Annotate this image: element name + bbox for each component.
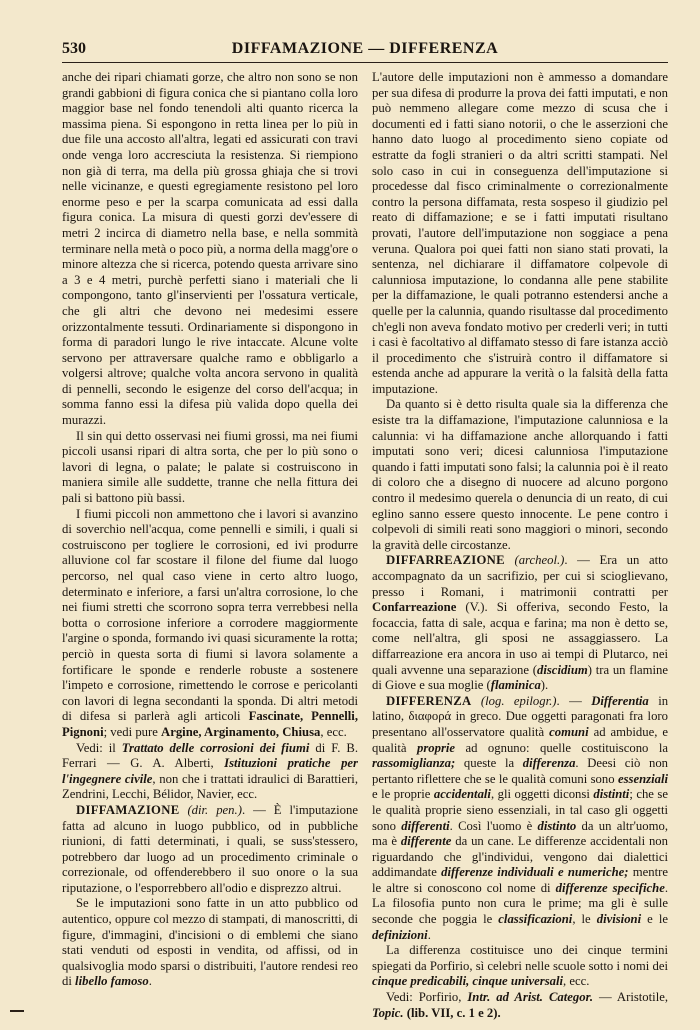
paragraph-references: Vedi: Porfirio, Intr. ad Arist. Categor. — Aristotile, Topic. (lib. VII, c. 1 e 2). [372,990,669,1020]
book-title: Topic. [372,1005,404,1020]
right-column [372,70,668,1021]
emphasized-term: libello famoso [75,974,149,989]
entry-category: (archeol.) [514,553,565,568]
entry-category: (log. epilogr.) [480,693,557,708]
page-header [62,40,668,63]
left-column [62,70,358,990]
running-title: DIFFAMAZIONE — DIFFERENZA [231,40,499,57]
paragraph-fiumi-piccoli: I fiumi piccoli non ammettono che i lavori si avanzino di soverchio nell'acqua, come pennelli e simili, i quali si costruiscono per togliere le corrosioni, ed ivi produrre alluvione col far scostare il filone del fiume dal luogo percorso, nel qual caso viene in certo altro luogo, determinato e inferiore, a farsi un'altra corrosione, lo che nei fiumi stretti che scorrono sopra terra verrebbesi nella botta o corrosione inferiore a corrodere maggiormente l'argine o sponda, formando ivi quasi sicuramente la rotta; perciò in questa sorta di fiumi si lavora solamente a fortificare le sponde e renderle robuste a sostenere l'impeto e corrosione, rimettendo le corrose e pericolanti con lavori di legna secondanti la sponda. Di altri metodi di difesa si parlerà agli articoli Fascinate, Pennelli, Pignoni; vedi pure Argine, Arginamento, Chiusa, ecc. [62,506,359,739]
paragraph-fiumi-grossi: Il sin qui detto osservasi nei fiumi grossi, ma nei fiumi piccoli usansi ripari di altra sorta, che per lo più sono o lavori di legna, o palate; le palate si costruiscono in maniera simile alle suddette, tranne che nella fittura dei pali si battono più bassi. [62,428,358,506]
paragraph-bibliography: Vedi: il Trattato delle corrosioni dei fiumi di F. B. Ferrari — G. A. Alberti, Istituzioni pratiche per l'ingegnere civile, non che i trattati idraulici di Barattieri, Zendrini, Lecchi, Bélidor, Navier, ecc. [62,740,359,802]
entry-category: (dir. pen.) [187,802,242,817]
entry-headword: DIFFERENZA [386,693,472,708]
cross-reference: Argine, Arginamento, Chiusa [161,724,321,739]
entry-headword: DIFFARREAZIONE [386,553,505,568]
page-number: 530 [62,40,86,57]
cross-reference: Fascinate, Pennelli, Pignoni [62,709,359,739]
margin-mark [10,1010,24,1012]
book-title: Intr. ad Arist. Categor. [467,990,594,1005]
entry-diffarreazione: DIFFARREAZIONE (archeol.). — Era un atto accompagnato da un sacrifizio, per cui si scioglievano, presso i Romani, i matrimonii contratti per Confarreazione (V.). Si offeriva, secondo Festo, la focaccia, fatta di sale, acqua e farina; ma non è detto se, come nell'altra, gli sposi ne assaggiassero. La diffarreazione era ancora in uso ai tempi di Plutarco, nei quali avvenne una separazione (discidium) tra un flamine di Giove e sua moglie (flaminica). [372,553,669,693]
paragraph-libello: Se le imputazioni sono fatte in un atto pubblico od autentico, oppure col mezzo di stampati, di manoscritti, di figure, d'immagini, d'incisioni o di emblemi che siano stati venduti od esposti in vendita, od affissi, od in qualsivoglia modo sparsi o distribuiti, l'autore rendesi reo di libello famoso. [62,896,358,989]
cross-reference: Confarreazione [372,600,457,615]
book-title: Istituzioni pratiche per l'ingegnere civile [62,756,358,786]
paragraph-calunnia: Da quanto si è detto risulta quale sia la differenza che esiste tra la diffamazione, l'imputazione calunniosa e la calunnia: vi ha diffamazione anche allorquando i fatti imputati sono veri; dicesi calunniosa l'imputazione quando i fatti imputati sono falsi; la calunnia poi è il reato di coloro che a disegno di nuocere ad alcuno porgono contro il medesimo querela o denuncia di un reato, di cui eglino sanno essere questo innocente. Le pene contro i colpevoli di simili reati sono maggiori o minori, secondo la gravità delle circostanze. [372,397,668,552]
entry-headword: DIFFAMAZIONE [76,802,180,817]
book-title: Trattato delle corrosioni dei fiumi [121,740,310,755]
paragraph-porfirio: La differenza costituisce uno dei cinque termini spiegati da Porfirio, sì celebri nelle scuole sotto i nomi dei cinque predicabili, cinque universali, ecc. [372,943,668,989]
entry-diffamazione: DIFFAMAZIONE (dir. pen.). — È l'imputazione fatta ad alcuno in luogo pubblico, od in pubbliche riunioni, di fatti determinati, i quali, se suss'stessero, potrebbero dar luogo ad un procedimento criminale o correzionale, od offenderebbero il suo onore o la sua riputazione, o l'esporrebbero all'odio e disprezzo altrui. [62,802,359,895]
paragraph-gorze: anche dei ripari chiamati gorze, che altro non sono se non grandi gabbioni di figura conica che si piantano colla loro maggior base nel fondo tenendoli alti quanto ricerca la massima piena. Si espongono in retta linea per lo più in due file una accosto all'altra, legati ed assicurati con travi onde venga loro accresciuta la resistenza. Si riempiono non già di terra, ma della più grossa ghiaja che si trovi nelle vicinanze, e questi egregiamente resistono pel loro enorme peso e per la scarpa comunicata ad essi dalla figura conica. La misura di questi gorzi dev'essere di metri 2 incirca di diametro nella base, e nella sommità terminare nella metà o poco più, a norma della magg'ore o minore altezza che si ricerca, potendo questa arrivare sino a 3 e 4 metri, purchè perfetti siano i materiali che li compongono, tanto gl'inservienti per l'ossatura verticale, che gli altri che devono nei medesimi essere orizzontalmente tessuti. Ordinariamente si dispongono in forma di paradori lungo le rive intaccate. Alcune volte servono per attraversare qualche ramo e obbligarlo a volgersi altrove; qualche volta ancora servono in qualità di pennelli, secondo le esigenze del corso dell'acqua; in somma fanno essi la difesa più valida dopo quella dei murazzi. [62,70,358,428]
entry-differenza: DIFFERENZA (log. epilogr.). — Differentia in latino, διαφορά in greco. Due oggetti paragonati fra loro presentano all'osservatore qualità comuni ad ambidue, e qualità proprie ad ognuno: quelle costituiscono la rassomiglianza; queste la differenza. Deesi ciò non pertanto riflettere che se le qualità comuni sono essenziali e le proprie accidentali, gli oggetti diconsi distinti; che se le qualità proprie sieno essenziali, in tal caso gli oggetti sono differenti. Così l'uomo è distinto da un altr'uomo, ma è differente da un cane. Le differenze accidentali non riguardando che gl'individui, vengono dai dialettici addimandate differenze individuali e numeriche; mentre le altre si conoscono col nome di differenze specifiche. La filosofia punto non cura le prime; ma gli è sulle seconde che poggia le classificazioni, le divisioni e le definizioni. [372,693,669,942]
paragraph-prova-fatti: L'autore delle imputazioni non è ammesso a domandare per sua difesa di produrre la prova dei fatti imputati, e non può nemmeno allegare come mezzo di scusa che i documenti ed i fatti siano notorii, o che le asserzioni che hanno dato luogo al procedimento sieno copiate od estratte da fogli stranieri o da altri scritti stampati. Nel solo caso in cui in conseguenza dell'imputazione si procedesse dal fisco criminalmente o correzionalmente contro la persona diffamata, resta sospeso il giudizio pel reato di diffamazione; e se i fatti imputati risultano provati, l'autore dell'imputazione non soggiace a pena veruna. Qualora poi quei fatti non siano stati provati, la sentenza, nel dichiarare il diffamatore colpevole di calunniosa imputazione, lo condanna alle pene stabilite per la diffamazione, le quali potranno estendersi anche a quelle per la calunnia, quando risultasse dal procedimento ch'egli non aveva fondato motivo per crederli veri; in tutti i casi è facoltativo al diffamato stesso di fare istanza acciò il procedimento che s'istruirà contro il diffamatore si estenda anche ad appurare la verità o la falsità della fatta imputazione. [372,70,668,396]
